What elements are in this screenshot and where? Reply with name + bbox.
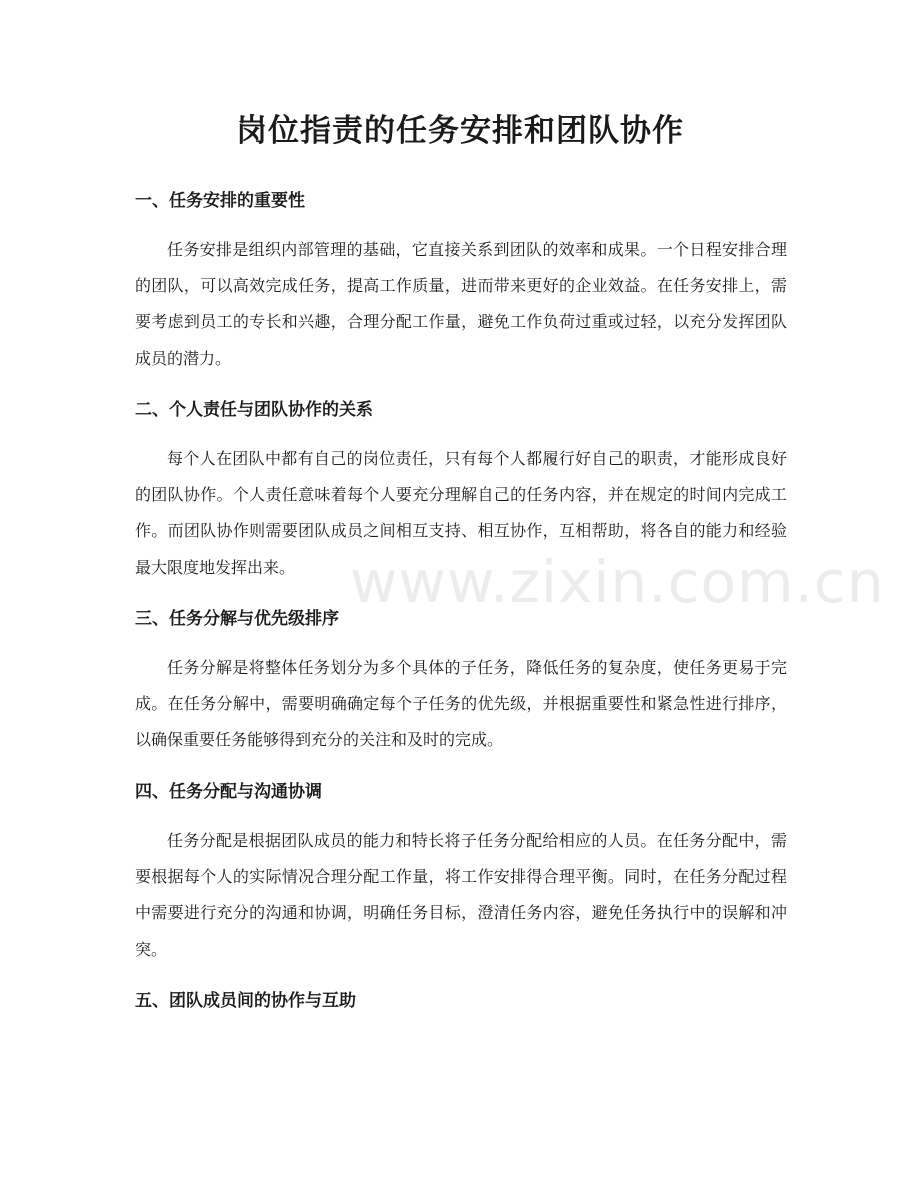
watermark: www.zixin.com.cn	[350, 548, 885, 616]
section-paragraph: 任务分解是将整体任务划分为多个具体的子任务，降低任务的复杂度，使任务更易于完成。在任务分解中，需要明确确定每个子任务的优先级，并根据重要性和紧急性进行排序，以确保重要任务能够得到充分的关注和及时的完成。	[135, 658, 787, 750]
section-paragraph: 任务分配是根据团队成员的能力和特长将子任务分配给相应的人员。在任务分配中，需要根据每个人的实际情况合理分配工作量，将工作安排得合理平衡。同时，在任务分配过程中需要进行充分的沟通和协调，明确任务目标，澄清任务内容，避免任务执行中的误解和冲突。	[135, 831, 787, 959]
document-title: 岗位指责的任务安排和团队协作	[236, 113, 684, 149]
section-heading: 五、团队成员间的协作与互助	[135, 991, 356, 1011]
section-heading: 二、个人责任与团队协作的关系	[135, 400, 373, 420]
section-2	[135, 397, 787, 586]
section-paragraph: 任务安排是组织内部管理的基础，它直接关系到团队的效率和成果。一个日程安排合理的团队，可以高效完成任务，提高工作质量，进而带来更好的企业效益。在任务安排上，需要考虑到员工的专长和兴趣，合理分配工作量，避免工作负荷过重或过轻，以充分发挥团队成员的潜力。	[135, 240, 787, 368]
section-4	[135, 779, 787, 968]
section-1	[135, 188, 787, 377]
section-3	[135, 606, 787, 759]
section-heading: 三、任务分解与优先级排序	[135, 609, 339, 629]
section-heading: 一、任务安排的重要性	[135, 191, 305, 211]
section-paragraph: 每个人在团队中都有自己的岗位责任，只有每个人都履行好自己的职责，才能形成良好的团队协作。个人责任意味着每个人要充分理解自己的任务内容，并在规定的时间内完成工作。而团队协作则需要团队成员之间相互支持、相互协作，互相帮助，将各自的能力和经验最大限度地发挥出来。	[135, 449, 787, 577]
section-heading: 四、任务分配与沟通协调	[135, 782, 322, 802]
section-5	[135, 988, 787, 1014]
